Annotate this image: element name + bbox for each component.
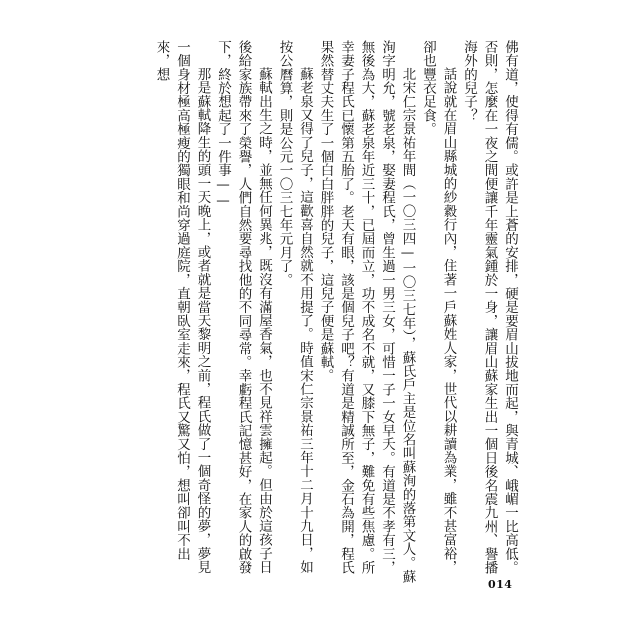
paragraph-2: 話說就在眉山縣城的紗縠行內，住著一戶蘇姓人家，世代以耕讀為業，雖不甚富裕，卻也豐衣足食。: [420, 40, 457, 574]
paragraph-1: 佛有道，使得有儒。或許是上蒼的安排，硬是要眉山拔地而起，與青城、峨嵋一比高低。否則，怎麼在一夜之間便讓千年靈氣鍾於一身，讓眉山蘇家生出一個日後名震九州、譽播海外的兒子？: [461, 40, 518, 575]
paragraph-4: 蘇老泉又得了兒子，這歡喜自然就不用提了。時值宋仁宗景祐三年十二月十九日，如按公曆算，則是公元一〇三七年元月了。: [276, 40, 313, 574]
paragraph-5: 蘇軾出生之時，並無任何異兆，既沒有滿屋香氣，也不見祥雲擁起。但由於這孩子日後給家族帶來了榮譽，人們自然要尋找他的不同尋常。幸虧程氏記憶甚好，在家人的啟發下，終於想起了一件事——: [215, 40, 272, 575]
paragraph-3: 北宋仁宗景祐年間（一〇三四—一〇三七年），蘇氏戶主是位名叫蘇洵的落第文人。蘇洵字明允，號老泉，娶妻程氏，曾生過一男三女，可惜一子一女早夭。有道是不孝有三，無後為大，蘇老泉年近三十，已屆而立，功不成名不就，又膝下無子，難免有些焦慮。所幸妻子程氏已懷第五胎了。老天有眼，該是個兒子吧？有道是精誠所至，金石為開，程氏果然替丈夫生了一個白白胖胖的兒子，這兒子便是蘇軾。: [317, 40, 416, 584]
paragraph-6: 那是蘇軾降生的頭一天晚上，或者就是當天黎明之前，程氏做了一個奇怪的夢，夢見一個身材極高極瘦的獨眼和尚穿過庭院，直朝臥室走來，程氏又驚又怕，想叫卻叫不出來，想: [153, 40, 211, 574]
vertical-text-body: [100, 40, 520, 585]
page-number: 014: [488, 578, 513, 591]
